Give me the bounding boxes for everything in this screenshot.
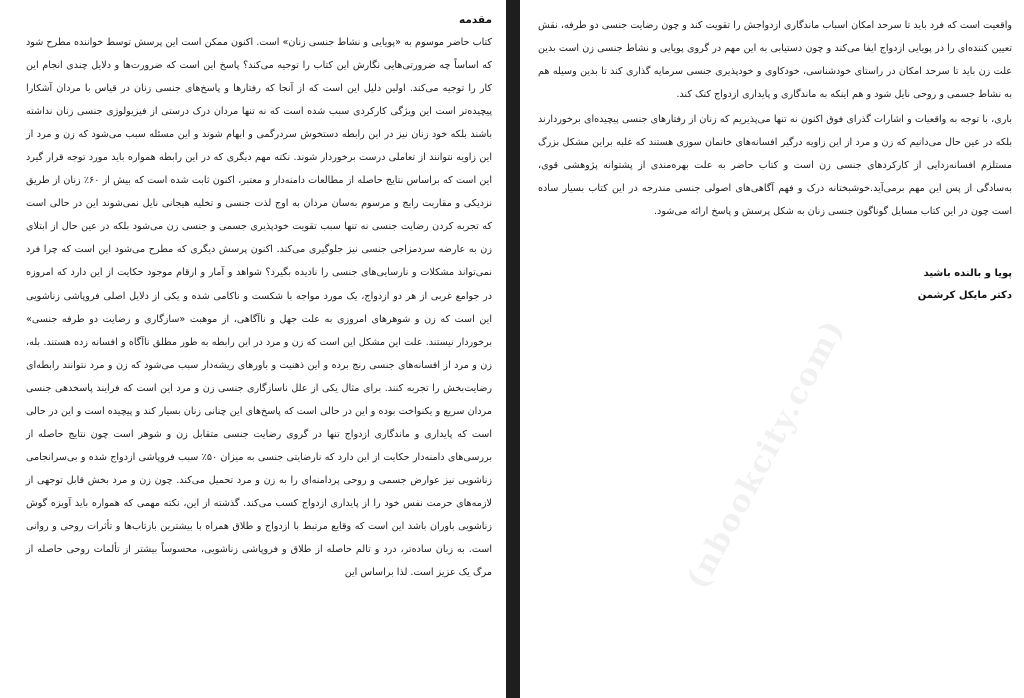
signature-block [538,263,1012,307]
paragraph-2: باری، با توجه به واقعیات و اشارات گذرای فوق اکنون نه تنها می‌پذیریم که زنان از رفتارهای جنسی پیچیده‌ای برخوردارند بلکه در عین حال می‌دانیم که زن و مرد از این زاویه درگیر افسانه‌های خانمان سوزی هستند که غلبه براین مشکل بزرگ مستلزم افسانه‌زدایی از کارکردهای جنسی زن است و کتاب حاضر به علت بهره‌مندی از پشتوانه پژوهشی قوی، به‌سادگی از پس این مهم برمی‌آید.خوشبختانه درک و فهم آگاهی‌های اصولی جنسی مندرجه در این کتاب بسیار ساده است چون در این کتاب مسایل گوناگون جنسی زنان به شکل پرسش و پاسخ ارائه می‌شود. [538,114,1012,218]
right-page [0,0,506,698]
left-page [520,0,1024,698]
book-spine-divider [506,0,520,698]
section-heading: مقدمه [459,14,492,26]
signature-closing: پویا و بالنده باشید [923,268,1012,280]
signature-author: دکتر مایکل کرشمن [917,290,1012,302]
intro-paragraph: کتاب حاضر موسوم به «پویایی و نشاط جنسی زنان» است. اکنون ممکن است این پرسش توسط خواننده مطرح شود که اساساً چه ضرورتی‌هایی نگارش این کتاب را توجیه می‌کند؟ پاسخ این است که ضرورت‌ها و دلایل چندی انجام این کار را توجیه می‌کند. اولین دلیل این است که از آنجا که رفتارها و پاسخ‌های جنسی زنان در قیاس با مردان آشکارا پیچیده‌تر است این ویژگی کارکردی سبب شده است که نه تنها مردان درک درستی از فیزیولوژی جنسی زنان نداشته باشند بلکه خود زنان نیز در این رابطه دستخوش سردرگمی و ابهام شوند و این مسئله سبب می‌شود که زن و مرد از این زاویه نتوانند از تعاملی درست برخوردار شوند. نکته مهم دیگری که در این رابطه همواره باید مورد توجه قرار گیرد این است که براساس نتایج حاصله از مطالعات دامنه‌دار و معتبر، اکنون ثابت شده است که بیش از ۶۰٪ زنان از طریق نزدیکی و مقاربت رایج و مرسوم به‌سان مردان به اوج لذت جنسی و تخلیه هیجانی نایل نمی‌شوند این در حالی است که تجربه کردن رضایت جنسی نه تنها سبب تقویت خودپذیری جسمی و جنسی زن می‌شود بلکه در عین حال از ابتلای زن به عارضه سردمزاجی جنسی نیز جلوگیری می‌کند. اکنون پرسش دیگری که مطرح می‌شود این است که چرا فرد نمی‌تواند مشکلات و نارسایی‌های جنسی را نادیده بگیرد؟ شواهد و آمار و ارقام موجود حکایت از این دارد که امروزه در جوامع غربی از هر دو ازدواج، یک مورد مواجه با شکست و ناکامی شده و یکی از دلایل اصلی فروپاشی زناشویی این است که زن و شوهرهای امروزی به علت جهل و ناآگاهی، از موهبت «سازگاری و رضایت دو طرفه جنسی» برخوردار نیستند. علت این مشکل این است که زن و مرد در این رابطه به طور مطلق ناآگاه و افسانه زده هستند. بله، زن و مرد از افسانه‌های جنسی رنج برده و این ذهنیت و باورهای ریشه‌دار سبب می‌شود که زن و مرد نتوانند رابطه‌ای رضایت‌بخش را تجربه کنند. برای مثال یکی از علل ناسازگاری جنسی زن و مرد این است که فرایند پاسخدهی جنسی مردان سریع و یکنواخت بوده و این در حالی است که پاسخ‌های این چنانی زنان بسیار کند و پیچیده است و این در حالی است که پایداری و ماندگاری ازدواج تنها در گروی رضایت جنسی متقابل زن و شوهر است چون نتایج حاصله از بررسی‌های دامنه‌دار حکایت از این دارد که نارضایتی جنسی به میزان ۵۰٪ سبب فروپاشی ازدواج شده و بی‌سرانجامی زناشویی نیز عوارض جسمی و روحی پردامنه‌ای را به زن و مرد تحمیل می‌کند. چون زن و مرد بخش قابل توجهی از لازمه‌های حرمت نفس خود را از پایداری ازدواج کسب می‌کند. گذشته از این، نکته مهمی که همواره باید آویزه گوش زناشویی باوران باشد این است که وقایع مرتبط با ازدواج و طلاق همراه با بیشترین بازتاب‌ها و تأثرات روحی و روانی است. به زبان ساده‌تر، درد و تالم حاصله از طلاق و فروپاشی زناشویی، محسوساً بیشتر از تألمات روحی حاصله از مرگ یک عزیز است. لذا براساس این [26,37,493,579]
paragraph-1: واقعیت است که فرد باید تا سرحد امکان اسباب ماندگاری ازدواجش را تقویت کند و چون رضایت جنسی دو طرفه، نقش تعیین کننده‌ای را در پویایی ازدواج ایفا می‌کند و چون دستیابی به این مهم در گروی پویایی و نشاط جنسی زن است بدین علت زن باید تا سرحد امکان در راستای خودشناسی، خودکاوی و خودپذیری جنسی سرمایه گذاری کند تا بدین وسیله هم به نشاط جسمی و روحی نایل شود و هم اینکه به ماندگاری و پایداری ازدواج کنک کند. [538,20,1012,101]
